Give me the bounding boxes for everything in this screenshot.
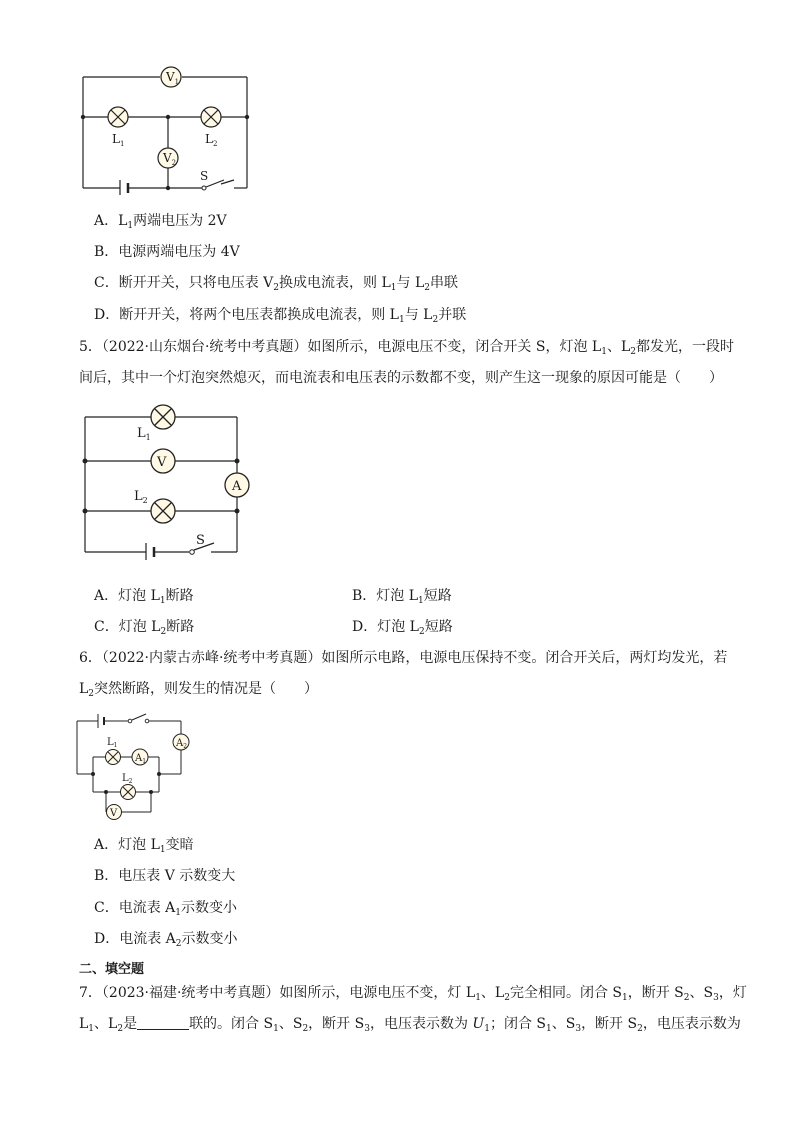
q7-line2: $L_1$、$L_2$是 联的。闭合 $S_1$、$S_2$，断开 $S_3$，电压表示数为 $U_1$；闭合 $S_1$、$S_3$，断开 $S_2$，电压表示数为 (79, 1016, 741, 1034)
q5-stem-line1: 5．（2022·山东烟台·统考中考真题）如图所示，电源电压不变，闭合开关 S，灯泡 $L_1$、$L_2$都发光，一段时 (79, 339, 734, 357)
q4-option-c[interactable]: C．断开开关，只将电压表 $V_2$换成电流表，则 $L_1$与 $L_2$串联 (94, 275, 458, 293)
section-heading-fill-blank: 二、填空题 (79, 962, 145, 977)
q5-option-b[interactable]: B．灯泡 $L_1$短路 (352, 588, 452, 606)
q4-option-b[interactable]: B．电源两端电压为 4V (94, 244, 240, 260)
q4-option-d[interactable]: D．断开开关，将两个电压表都换成电流表，则 $L_1$与 $L_2$并联 (94, 307, 467, 325)
svg-text:L2: $L_2$ (134, 489, 148, 505)
svg-text:S: S (196, 533, 205, 548)
svg-text:V: V (110, 808, 118, 819)
q6-option-a[interactable]: A．灯泡 $L_1$变暗 (94, 837, 194, 855)
q5-circuit-diagram (76, 400, 256, 560)
q5-option-c[interactable]: C．灯泡 $L_2$断路 (94, 619, 195, 637)
q6-stem-line2: $L_2$突然断路，则发生的情况是（ ） (79, 681, 319, 699)
svg-text:A1: $A_1$ (135, 753, 147, 765)
svg-text:L1: $L_1$ (107, 737, 118, 749)
svg-text:L1: $L_1$ (112, 132, 125, 148)
svg-text:S: S (200, 169, 209, 183)
q4-circuit-diagram (74, 60, 260, 195)
q6-circuit-diagram (72, 708, 197, 830)
q6-option-b[interactable]: B．电压表 V 示数变大 (94, 868, 236, 884)
svg-text:V: V (157, 455, 167, 470)
q7-line1: 7．（2023·福建·统考中考真题）如图所示，电源电压不变，灯 $L_1$、$L_2$完全相同。闭合 $S_1$，断开 $S_2$、$S_3$，灯 (79, 985, 747, 1003)
q5-option-d[interactable]: D．灯泡 $L_2$短路 (352, 619, 453, 637)
svg-text:L2: $L_2$ (122, 773, 133, 785)
q5-option-a[interactable]: A．灯泡 $L_1$断路 (94, 588, 194, 606)
q6-option-c[interactable]: C．电流表 $A_1$示数变小 (94, 900, 238, 918)
q5-stem-line2: 间后，其中一个灯泡突然熄灭，而电流表和电压表的示数都不变，则产生这一现象的原因可能是（ ） (79, 370, 723, 386)
svg-text:V1: $V_1$ (166, 70, 180, 86)
q7-answer-blank[interactable] (137, 1015, 189, 1030)
svg-text:L2: $L_2$ (205, 132, 218, 148)
q6-option-d[interactable]: D．电流表 $A_2$示数变小 (94, 931, 238, 949)
svg-text:A2: $A_2$ (176, 738, 188, 750)
svg-text:A: A (232, 479, 242, 494)
svg-text:L1: $L_1$ (137, 426, 151, 442)
q6-stem-line1: 6．（2022·内蒙古赤峰·统考中考真题）如图所示电路，电源电压保持不变。闭合开关后，两灯均发光，若 (79, 650, 728, 666)
svg-text:V2: $V_2$ (163, 151, 177, 167)
q4-option-a[interactable]: A．$L_1$两端电压为 2V (94, 213, 227, 231)
